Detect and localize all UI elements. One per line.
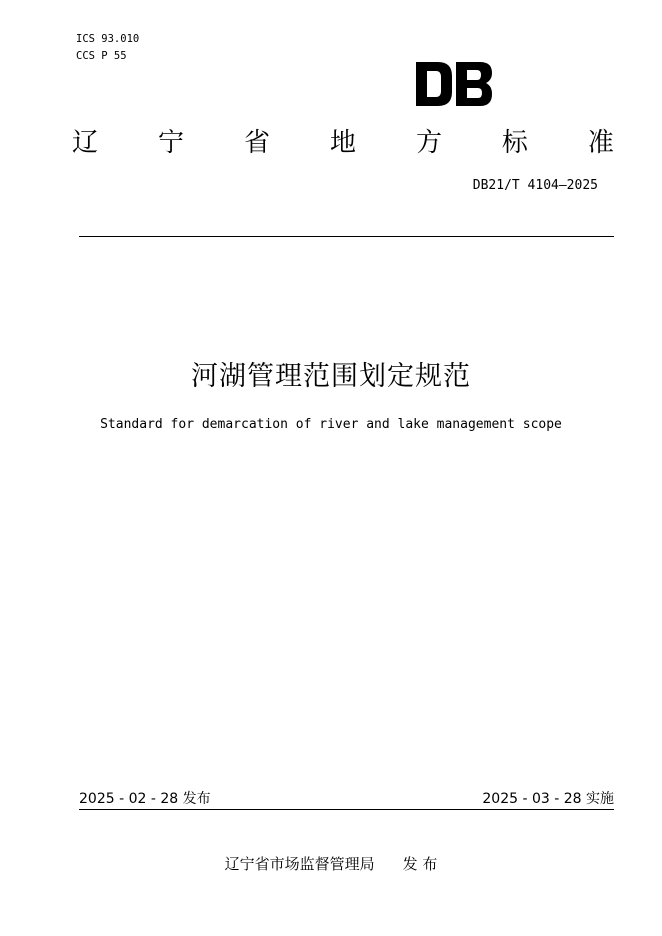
heading-char: 方	[415, 128, 442, 158]
publisher-action: 发 布	[402, 855, 438, 873]
publisher-name: 辽宁省市场监督管理局	[224, 855, 375, 873]
standard-number: DB21/T 4104—2025	[472, 178, 598, 193]
heading-char: 辽	[72, 128, 99, 158]
heading-char: 省	[243, 128, 270, 158]
document-title-chinese: 河湖管理范围划定规范	[191, 361, 471, 392]
ccs-code: CCS P 55	[76, 50, 127, 62]
province-standard-heading	[72, 122, 614, 164]
heading-char: 宁	[157, 128, 184, 158]
document-title-english: Standard for demarcation of river and lake management scope	[100, 417, 562, 432]
db-logo-letter-b	[456, 62, 492, 106]
heading-char: 地	[329, 128, 356, 158]
db-logo	[414, 60, 494, 108]
ics-code: ICS 93.010	[76, 33, 140, 45]
db-logo-letter-d	[416, 62, 452, 106]
publisher-line	[0, 853, 662, 874]
heading-char: 标	[501, 128, 528, 158]
classification-codes	[76, 31, 139, 65]
issue-date: 2025 - 02 - 28 发布	[79, 791, 211, 807]
implementation-date: 2025 - 03 - 28 实施	[482, 791, 614, 807]
heading-char: 准	[587, 128, 614, 158]
top-divider	[79, 236, 614, 237]
bottom-divider	[79, 809, 614, 810]
